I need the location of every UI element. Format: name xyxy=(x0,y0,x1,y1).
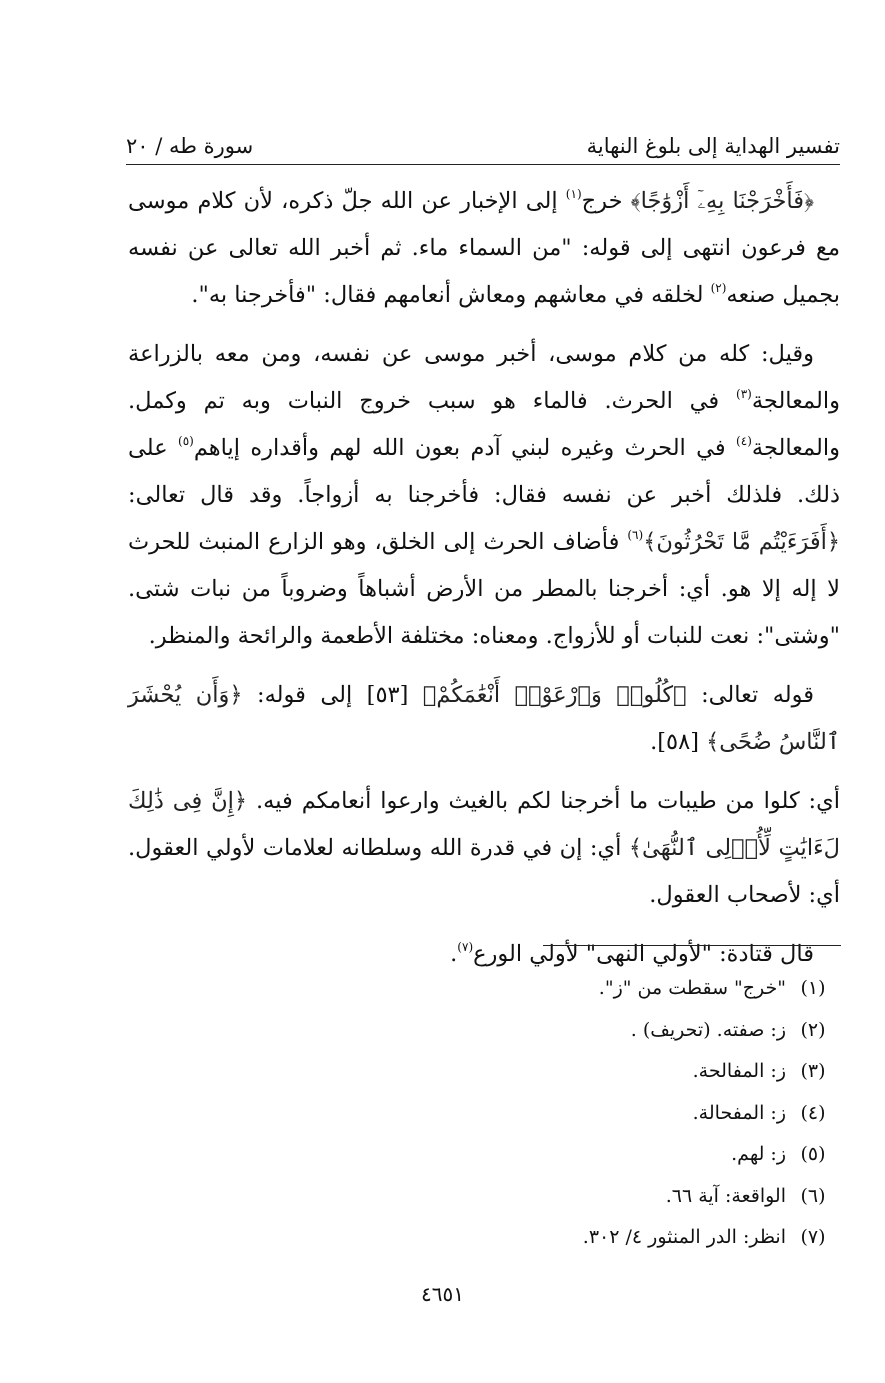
quran-verse: ﴿أَفَرَءَيْتُم مَّا تَحْرُثُونَ﴾ xyxy=(643,529,841,555)
footnote-item xyxy=(126,1010,840,1052)
footnote-marker: (٢) xyxy=(710,281,727,295)
main-text xyxy=(128,178,840,978)
footnote-text: الواقعة: آية ٦٦. xyxy=(665,1184,786,1207)
text-run: أي: كلوا من طيبات ما أخرجنا لكم بالغيث وارعوا أنعامكم فيه. xyxy=(247,788,841,814)
paragraph-1 xyxy=(128,178,840,319)
quran-verse: ﴿فَأَخْرَجْنَا بِهِۦٓ أَزْوَٰجًا﴾ xyxy=(630,188,814,214)
text-run: على ذلك. فلذلك أخبر عن نفسه فقال: فأخرجنا به أزواجاً. وقد قال تعالى: xyxy=(128,435,840,508)
footnote-marker: (٧) xyxy=(457,940,474,954)
footnote-marker: (٦) xyxy=(627,528,644,542)
running-header xyxy=(126,124,840,158)
footnote-number: (٤) xyxy=(800,1101,826,1124)
footnote-text: "خرج" سقطت من "ز". xyxy=(598,977,786,999)
text-run: قوله تعالى: xyxy=(686,682,814,708)
footnote-item xyxy=(126,1134,840,1176)
footnote-marker: (٥) xyxy=(178,434,194,448)
book-title: تفسير الهداية إلى بلوغ النهاية xyxy=(586,134,840,158)
quran-verse: ﴿كُلُوا۟ وَٱرْعَوْا۟ أَنْعَٰمَكُمْ﴾ xyxy=(422,682,687,708)
text-run: لخلقه في معاشهم ومعاش أنعامهم فقال: "فأخرجنا به". xyxy=(191,282,711,308)
footnote-number: (٧) xyxy=(800,1226,826,1248)
text-run: في الحرث وغيره لبني آدم بعون الله لهم وأقداره إياهم xyxy=(193,435,737,461)
footnote-item xyxy=(126,1051,840,1093)
footnote-marker: (١) xyxy=(565,187,582,201)
footnote-marker: (٣) xyxy=(736,387,752,401)
footnote-text: ز: المفالحة. xyxy=(692,1060,786,1082)
text-run: أي: إن في قدرة الله وسلطانه لعلامات لأولي العقول. أي: لأصحاب العقول. xyxy=(128,835,840,908)
footnote-item xyxy=(126,1093,840,1135)
footnote-text: ز: لهم. xyxy=(731,1143,786,1165)
footnote-number: (١) xyxy=(800,977,826,999)
text-run: وقيل: كله من كلام موسى، أخبر موسى عن نفسه، ومن معه بالزراعة والمعالجة xyxy=(128,341,840,414)
footnote-text: ز: صفته. (تحريف) . xyxy=(630,1018,786,1041)
footnote-number: (٥) xyxy=(800,1143,826,1165)
header-divider xyxy=(126,164,840,165)
paragraph-2 xyxy=(128,331,840,660)
text-run: خرج xyxy=(581,188,631,214)
page-number: ٤٦٥١ xyxy=(421,1282,464,1306)
text-run: . xyxy=(450,941,458,967)
paragraph-4 xyxy=(128,778,840,919)
quran-verse: ﴿إِنَّ فِى ذَٰلِكَ لَءَايَٰتٍ لِّأُو۟لِى ٱلنُّهَىٰ﴾ xyxy=(128,788,840,861)
footnote-number: (٣) xyxy=(800,1060,826,1082)
text-run: [٥٣] إلى قوله: xyxy=(242,682,423,708)
surah-reference: سورة طه / ٢٠ xyxy=(126,134,254,158)
footnote-item xyxy=(126,1217,840,1259)
footnote-divider xyxy=(543,945,841,946)
footnote-number: (٢) xyxy=(800,1018,826,1041)
text-run: فأضاف الحرث إلى الخلق، وهو الزارع المنبث للحرث لا إله إلا هو. أي: أخرجنا بالمطر من الأرض أشباهاً وضروباً من نبات شتى. "وشتى": نعت للنبات أو للأزواج. ومعناه: مختلفة الأطعمة والرائحة والمنظر. xyxy=(128,529,840,649)
text-run: [٥٨]. xyxy=(650,729,707,755)
footnote-item xyxy=(126,968,840,1010)
footnote-item xyxy=(126,1176,840,1218)
footnote-text: انظر: الدر المنثور ٤/ ٣٠٢. xyxy=(582,1226,786,1248)
footnote-marker: (٤) xyxy=(736,434,752,448)
footnote-number: (٦) xyxy=(800,1184,826,1207)
text-run: قال قتادة: "لأولي النهى" لأولي الورع xyxy=(473,941,814,967)
footnotes xyxy=(126,968,840,1259)
text-run: إلى الإخبار عن الله جلّ ذكره، لأن كلام موسى مع فرعون انتهى إلى قوله: "من السماء ماء. ثم أخبر الله تعالى عن نفسه بجميل صنعه xyxy=(128,188,840,308)
paragraph-3 xyxy=(128,672,840,766)
quran-verse: ﴿وَأَن يُحْشَرَ ٱلنَّاسُ ضُحًى﴾ xyxy=(128,682,840,755)
footnote-text: ز: المفحالة. xyxy=(692,1101,786,1124)
text-run: في الحرث. فالماء هو سبب خروج النبات وبه تم وكمل. والمعالجة xyxy=(128,388,841,461)
